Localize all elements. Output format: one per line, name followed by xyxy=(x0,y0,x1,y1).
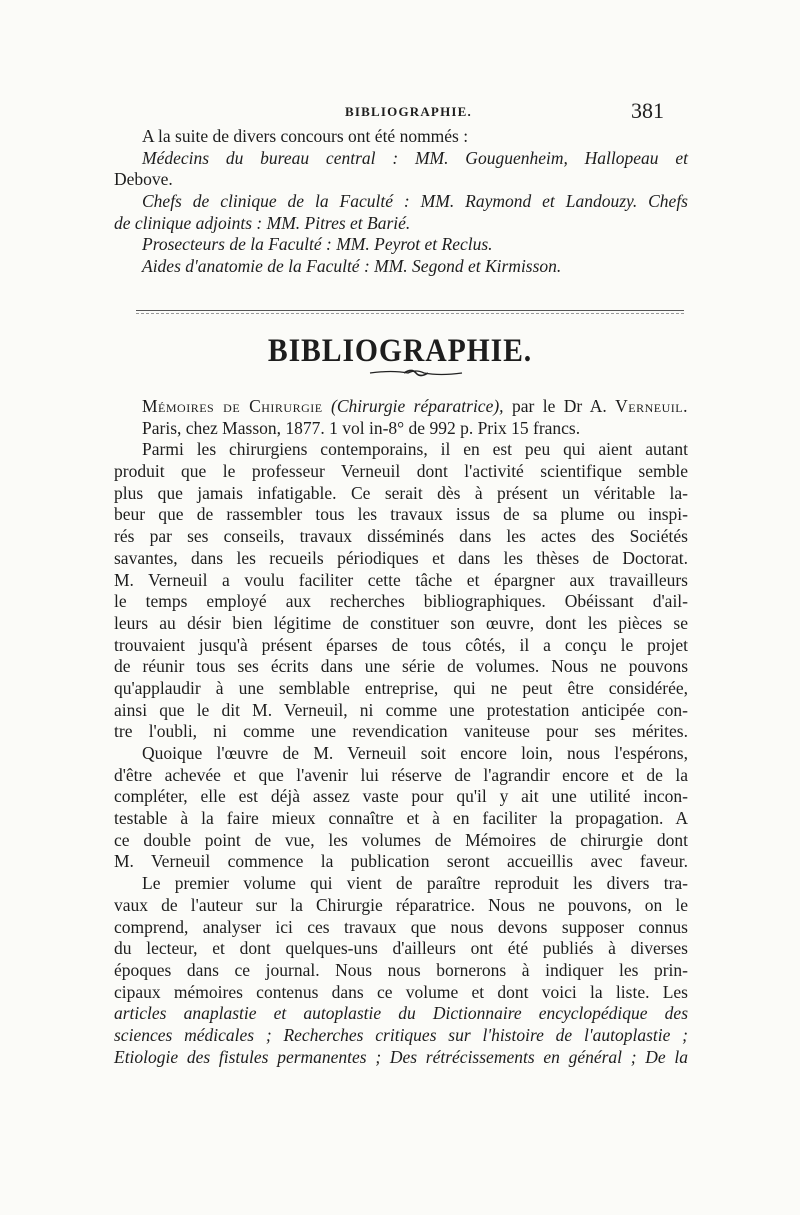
text-line: trouvaient jusqu'à présent éparses de tous côtés, il a conçu le projet xyxy=(114,634,688,655)
running-head: BIBLIOGRAPHIE. xyxy=(345,104,472,119)
text-line: qu'applaudir à une semblable entreprise, qui ne peut être considérée, xyxy=(114,677,688,698)
text-line: articles anaplastie et autoplastie du Dictionnaire encyclopédique des xyxy=(114,1003,688,1024)
text-line: beur que de rassembler tous les travaux issus de sa plume ou inspi- xyxy=(114,504,688,525)
text-line: vaux de l'auteur sur la Chirurgie réparatrice. Nous ne pouvons, on le xyxy=(114,894,688,915)
book-subtitle: (Chirurgie réparatrice), xyxy=(331,396,504,416)
text-line: ce double point de vue, les volumes de Mémoires de chirurgie dont xyxy=(114,829,688,850)
text-line: du lecteur, et dont quelques-uns d'ailleurs ont été publiés à diverses xyxy=(114,938,688,959)
text-line: d'être achevée et que l'avenir lui réserve de l'agrandir encore et de la xyxy=(114,764,688,785)
text-line: ainsi que le dit M. Verneuil, ni comme une protestation anticipée con- xyxy=(114,699,688,720)
text-line: Etiologie des fistules permanentes ; Des rétrécissements en général ; De la xyxy=(114,1046,688,1067)
section-divider xyxy=(136,310,684,311)
text-line: Quoique l'œuvre de M. Verneuil soit encore loin, nous l'espérons, xyxy=(142,743,688,763)
citation-line: Paris, chez Masson, 1877. 1 vol in-8° de 992 p. Prix 15 francs. xyxy=(142,417,581,438)
book-title: Mémoires de Chirurgie xyxy=(142,396,323,416)
text-line: plus que jamais infatigable. Ce serait dès à présent un véritable la- xyxy=(114,482,688,503)
text-line: Médecins du bureau central : MM. Gouguenheim, Hallopeau et xyxy=(142,147,688,168)
text-line: de clinique adjoints : MM. Pitres et Barié. xyxy=(114,212,411,233)
text-line: rés par ses conseils, travaux disséminés dans les actes des Sociétés xyxy=(114,526,688,547)
text-line: de réunir tous ses écrits dans une série de volumes. Nous ne pouvons xyxy=(114,656,688,677)
text-line: sciences médicales ; Recherches critiques sur l'histoire de l'autoplastie ; xyxy=(114,1024,688,1045)
text-line: tre l'oubli, ni comme une revendication vaniteuse pour ses mérites. xyxy=(114,721,688,742)
ornament-flourish-icon xyxy=(368,368,464,378)
text-line: savantes, dans les recueils périodiques et dans les thèses de Doctorat. xyxy=(114,547,688,568)
book-author: Verneuil. xyxy=(615,396,688,416)
text-line: Aides d'anatomie de la Faculté : MM. Segond et Kirmisson. xyxy=(142,256,562,277)
section-title: BIBLIOGRAPHIE. xyxy=(267,333,533,369)
nominations-block xyxy=(114,126,688,278)
text-line: Parmi les chirurgiens contemporains, il en est peu qui aient autant xyxy=(142,439,688,460)
text-line: le temps employé aux recherches bibliographiques. Obéissant d'ail- xyxy=(114,591,688,612)
citation-line xyxy=(114,396,688,418)
text-line: Debove. xyxy=(114,169,173,190)
text-line: époques dans ce journal. Nous nous bornerons à indiquer les prin- xyxy=(114,959,688,980)
page-number: 381 xyxy=(631,98,664,123)
review-block xyxy=(114,396,688,1068)
citation-by: par le Dr A. xyxy=(511,396,607,416)
text-line: comprend, analyser ici ces travaux que nous devons supposer connus xyxy=(114,916,688,937)
text-line: M. Verneuil a voulu faciliter cette tâche et épargner aux travailleurs xyxy=(114,569,688,590)
text-line: testable à la faire mieux connaître et à en faciliter la propagation. A xyxy=(114,808,688,829)
text-line: A la suite de divers concours ont été nommés : xyxy=(142,126,469,146)
text-line: Prosecteurs de la Faculté : MM. Peyrot et Reclus. xyxy=(142,234,493,255)
text-line: Chefs de clinique de la Faculté : MM. Raymond et Landouzy. Chefs xyxy=(142,191,688,212)
text-line: leurs au désir bien légitime de constituer son œuvre, dont les pièces se xyxy=(114,612,688,633)
text-line: Le premier volume qui vient de paraître reproduit les divers tra- xyxy=(142,873,688,894)
text-line: produit que le professeur Verneuil dont l'activité scientifique semble xyxy=(114,461,688,482)
text-line: cipaux mémoires contenus dans ce volume et dont voici la liste. Les xyxy=(114,981,688,1002)
text-line: M. Verneuil commence la publication seront accueillis avec faveur. xyxy=(114,851,688,872)
text-line: compléter, elle est déjà assez vaste pour qu'il y ait une utilité incon- xyxy=(114,786,688,807)
